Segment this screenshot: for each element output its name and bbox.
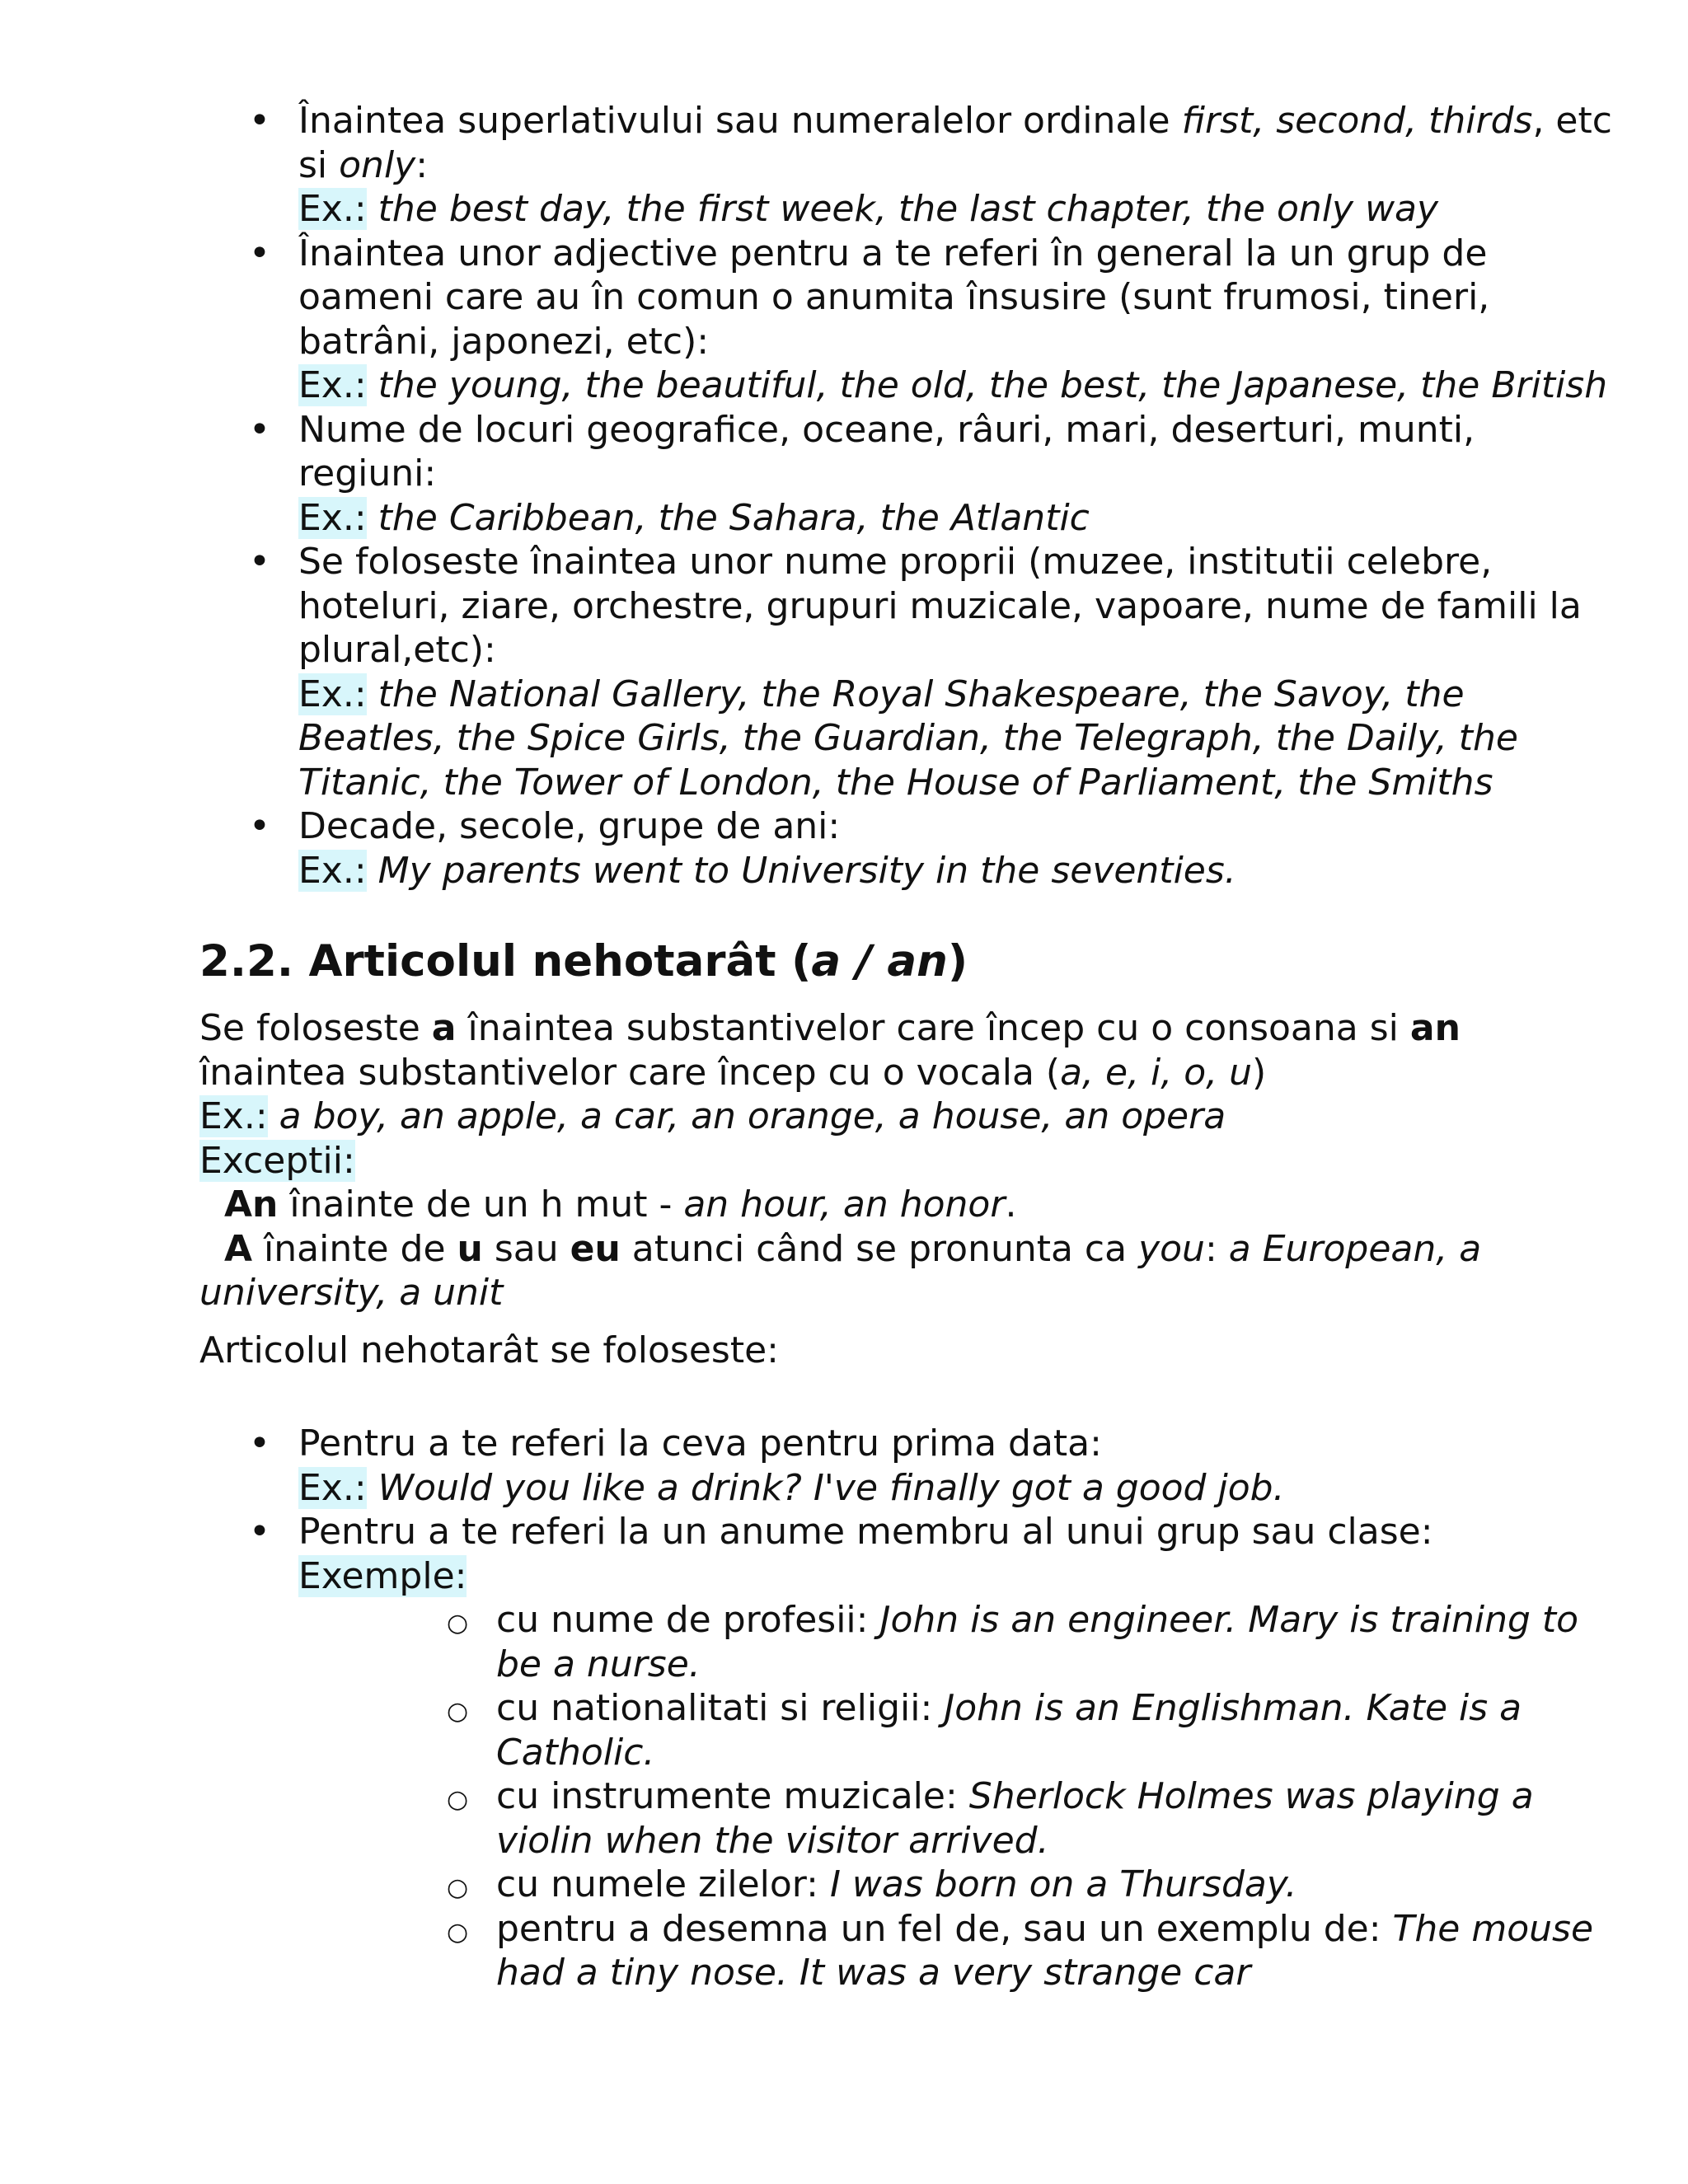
section-intro: Se foloseste a înaintea substantivelor care încep cu o consoana si an înaintea substantivelor care încep cu o vocala (a, e, i, o, u) — [199, 1007, 1461, 1094]
list-item: • Decade, secole, grupe de ani: Ex.: My parents went to University in the seventies. — [249, 805, 1236, 892]
sublist-item: ○ cu instrumente muzicale: Sherlock Holmes was playing a violin when the visitor arrived. — [447, 1775, 1534, 1862]
example-text: Would you like a drink? I've finally got a good job. — [377, 1466, 1285, 1509]
circle-bullet-icon: ○ — [447, 1917, 469, 1947]
example-label: Ex.: — [298, 364, 367, 406]
example-text: the young, the beautiful, the old, the best, the Japanese, the British — [377, 364, 1608, 406]
example-text: the National Gallery, the Royal Shakespeare, the Savoy, the Beatles, the Spice Girls, the Guardian, the Telegraph, the Daily, the Titanic, the Tower of London, the House of Parliament, the Smiths — [298, 673, 1518, 804]
example-text: the Caribbean, the Sahara, the Atlantic — [377, 496, 1090, 539]
section-example — [199, 1094, 1617, 1139]
sublist-item: ○ cu numele zilelor: I was born on a Thursday. — [298, 1863, 1617, 1907]
list-item: • Înaintea unor adjective pentru a te referi în general la un grup de oameni care au în comun o anumita însusire (sunt frumosi, tineri, batrâni, japonezi, etc): Ex.: the young, the beautiful, the old, the best, the Japanese, the British — [249, 232, 1608, 406]
example-text: My parents went to University in the seventies. — [377, 849, 1236, 892]
bullet-icon: • — [249, 1511, 270, 1553]
circle-bullet-icon: ○ — [447, 1609, 469, 1638]
page-content — [199, 99, 1617, 1995]
exceptions-label: Exceptii: — [199, 1139, 355, 1182]
sublist-item: ○ cu nume de profesii: John is an engineer. Mary is training to be a nurse. — [447, 1599, 1579, 1685]
circle-bullet-icon: ○ — [447, 1785, 469, 1814]
circle-bullet-icon: ○ — [447, 1873, 469, 1902]
example-label: Ex.: — [298, 673, 367, 715]
example-label: Ex.: — [298, 188, 367, 230]
examples-sublist — [298, 1598, 1617, 1995]
usage-intro: Articolul nehotarât se foloseste: — [199, 1329, 779, 1371]
circle-bullet-icon: ○ — [447, 1697, 469, 1726]
example-label: Ex.: — [298, 496, 367, 539]
bullet-icon: • — [249, 541, 270, 583]
example-label: Ex.: — [298, 1466, 367, 1509]
bullet-icon: • — [249, 805, 270, 847]
list-item: • Nume de locuri geografice, oceane, râuri, mari, deserturi, munti, regiuni: Ex.: the Caribbean, the Sahara, the Atlantic — [249, 408, 1475, 539]
example-label: Ex.: — [298, 849, 367, 892]
exception-a: A înainte de u sau eu atunci când se pronunta ca you: a European, a university, a unit — [199, 1227, 1482, 1314]
bullet-icon: • — [249, 408, 270, 451]
bullet-icon: • — [249, 100, 270, 142]
list-item: • Se foloseste înaintea unor nume proprii (muzee, institutii celebre, hoteluri, ziare, orchestre, grupuri muzicale, vapoare, nume de famili la plural,etc): Ex.: the National Gallery, the Royal Shakespeare, the Savoy, the Beatles, the Spice Girls, the Guardian, the Telegraph, the Daily, the Titanic, the Tower of London, the House of Parliament, the Smiths — [249, 541, 1582, 804]
examples-label: Exemple: — [298, 1554, 467, 1597]
example-text: a boy, an apple, a car, an orange, a house, an opera — [267, 1095, 1226, 1137]
section-heading: 2.2. Articolul nehotarât (a / an) — [199, 936, 968, 987]
sublist-item: ○ pentru a desemna un fel de, sau un exemplu de: The mouse had a tiny nose. It was a very strange car — [447, 1907, 1594, 1994]
list-item: • Pentru a te referi la ceva pentru prima data: Ex.: Would you like a drink? I've finally got a good job. — [249, 1422, 1285, 1509]
indefinite-article-usage-list — [199, 1422, 1617, 1995]
example-text: the best day, the first week, the last chapter, the only way — [377, 188, 1439, 230]
sublist-item: ○ cu nationalitati si religii: John is an Englishman. Kate is a Catholic. — [447, 1687, 1522, 1774]
bullet-icon: • — [249, 232, 270, 274]
definite-article-usage-list — [199, 99, 1617, 893]
bullet-icon: • — [249, 1422, 270, 1465]
list-item: • Pentru a te referi la un anume membru al unui grup sau clase: Exemple: ○ cu nume de profesii: John is an engineer. Mary is training to be a nurse. ○ cu nationalitati si religii: John is an Englishman. Kate is a Catholic. ○ cu instrumente muzicale: Sherlock Holmes was playing a violin when the visitor arrived. ○ cu numele zilelor: I was born on a Thursday. ○ pentru a desemna un fel de, sau un exemplu de: The mouse had a tiny nose. It was a very strange car — [199, 1510, 1617, 1995]
example-label: Ex.: — [199, 1095, 268, 1137]
exceptions-label-line — [199, 1139, 1617, 1183]
list-item: • Înaintea superlativului sau numeralelor ordinale first, second, thirds, etc si only: Ex.: the best day, the first week, the last chapter, the only way — [249, 100, 1612, 230]
exception-an: An înainte de un h mut - an hour, an honor. — [224, 1183, 1017, 1226]
